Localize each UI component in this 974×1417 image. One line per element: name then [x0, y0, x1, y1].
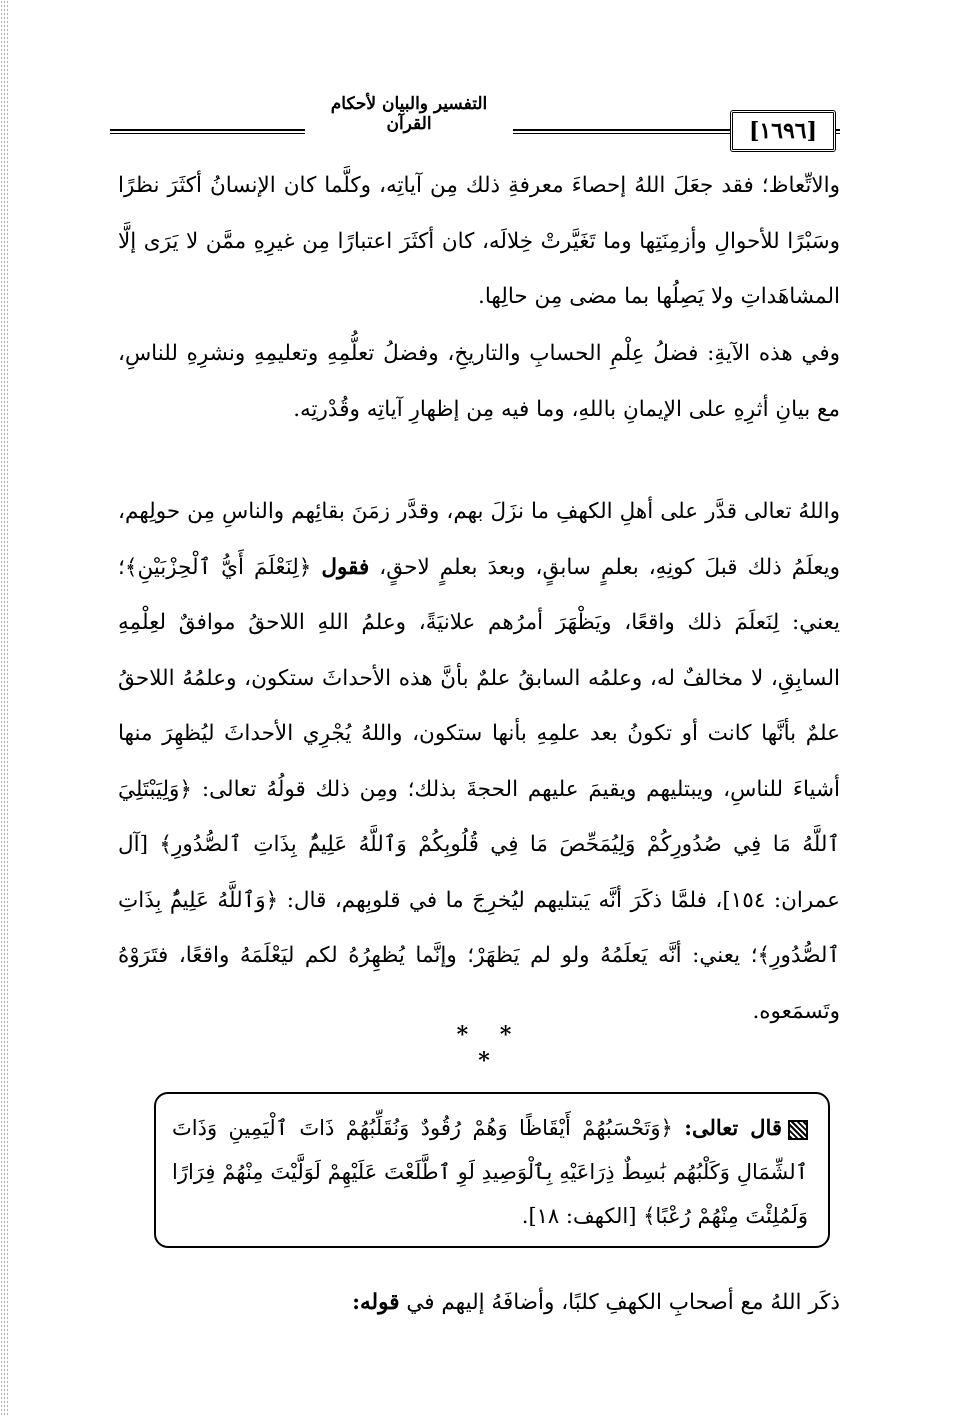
verse-reference: [الكهف: ١٨]. — [521, 1204, 637, 1228]
quran-quote-3: ﴿وَٱللَّهُ عَلِيمٌۢ بِذَاتِ ٱلصُّدُورِ﴾ — [118, 887, 840, 968]
qawluhu-keyword: قوله: — [352, 1290, 400, 1315]
paragraph-1 — [118, 158, 840, 325]
verse-paragraph — [172, 1106, 808, 1238]
quran-quote-1: ﴿لِنَعْلَمَ أَيُّ ٱلْحِزْبَيْنِ﴾ — [124, 554, 312, 580]
running-title: التفسير والبيان لأحكام القرآن — [305, 94, 513, 134]
verse-text: ﴿وَتَحْسَبُهُمْ أَيْقَاظًا وَهُمْ رُقُودٌ وَنُقَلِّبُهُمْ ذَاتَ ٱلْيَمِينِ وَذَاتَ ٱلشِّمَالِ وَكَلْبُهُم بَٰسِطٌ ذِرَاعَيْهِ بِٱلْوَصِيدِ لَوِ ٱطَّلَعْتَ عَلَيْهِمْ لَوَلَّيْتَ مِنْهُمْ فِرَارًا وَلَمُلِئْتَ مِنْهُمْ رُعْبًا﴾ — [172, 1116, 808, 1228]
paragraph-4-text — [118, 1275, 840, 1331]
paragraph-2 — [118, 326, 840, 437]
quran-quote-2: ﴿وَلِيَبْتَلِيَ ٱللَّهُ مَا فِي صُدُورِكُمْ وَلِيُمَحِّصَ مَا فِي قُلُوبِكُمْ وَٱللَّهُ عَلِيمٌۢ بِذَاتِ ٱلصُّدُورِ﴾ — [118, 776, 840, 857]
paragraph-4 — [118, 1275, 840, 1331]
paragraph-4-part-a: ذكَر اللهُ مع أصحابِ الكهفِ كلبًا، وأضافَهُ إليهم في — [406, 1290, 840, 1315]
verse-box — [154, 1092, 830, 1248]
fa-qawl-keyword: فقول — [321, 554, 370, 580]
paragraph-3-part-c: ، فلمَّا ذكَرَ أنَّه يَبتليهم ليُخرِجَ ما في قلوبِهم، قال: — [286, 887, 723, 913]
scan-edge-noise — [0, 0, 10, 1417]
paragraph-3-part-b: ؛ يعني: لِنَعلَمَ ذلك واقعًا، ويَظْهَرَ أمرُهم علانيَةً، وعلمُ اللهِ اللاحقُ موافقٌ لعِلْمِهِ السابِقِ، لا مخالفٌ له، وعلمُه السابقُ علمٌ بأنَّ هذه الأحداثَ ستكون، وعلمُهُ اللاحقُ علمٌ بأنَّها كانت أو تكونُ بعد علمِهِ بأنها ستكون، واللهُ يُجْرِي الأحداثَ ليُظهِرَ منها أشياءَ للناسِ، ويبتليهم ويقيمَ عليهم الحجةَ بذلك؛ ومِن ذلك قولُهُ تعالى: — [118, 554, 840, 802]
paragraph-1-text: والاتِّعاظ؛ فقد جعَلَ اللهُ إحصاءَ معرفةِ ذلك مِن آياتِه، وكلَّما كان الإنسانُ أكثَرَ نظرًا وسَبْرًا للأحوالِ وأزمِنَتِها وما تَغَيَّرتْ خِلالَه، كان أكثَرَ اعتبارًا مِن غيرِهِ ممَّن لا يَرَى إلَّا المشاهَداتِ ولا يَصِلُها بما مضى مِن حالِها. — [118, 173, 840, 309]
paragraph-3-text — [118, 484, 840, 1039]
paragraph-3-part-d: ؛ يعني: أنَّه يَعلَمُهُ ولو لم يَظهَرْ؛ وإنَّما يُظهِرُهُ لكم ليَعْلَمَهُ واقعًا، فتَرَوْهُ وتَسمَعوه. — [118, 943, 840, 1024]
paragraph-3-part-a: واللهُ تعالى قدَّر على أهلِ الكهفِ ما نزَلَ بهم، وقدَّر زمَنَ بقائِهم والناسِ مِن حولِهم، ويعلَمُ ذلك قبلَ كونِهِ، بعلمٍ سابقٍ، وبعدَ بعلمٍ لاحقٍ، — [118, 499, 840, 580]
page-header — [110, 92, 840, 142]
section-separator-stars: * * * — [456, 1022, 524, 1074]
page-number: [١٦٩٦] — [730, 110, 836, 152]
quran-reference-1: [آل عمران: ١٥٤] — [118, 832, 840, 913]
verse-lead-label: قال تعالى: — [684, 1115, 782, 1140]
verse-marker-icon — [788, 1120, 808, 1140]
paragraph-2-text: وفي هذه الآيةِ: فضلُ عِلْمِ الحسابِ والتاريخِ، وفضلُ تعلُّمِهِ وتعليمِهِ ونشرِهِ للناسِ، مع بيانِ أثرِهِ على الإيمانِ باللهِ، وما فيه مِن إظهارِ آياتِه وقُدْرتِه. — [118, 341, 840, 422]
paragraph-3 — [118, 484, 840, 1039]
